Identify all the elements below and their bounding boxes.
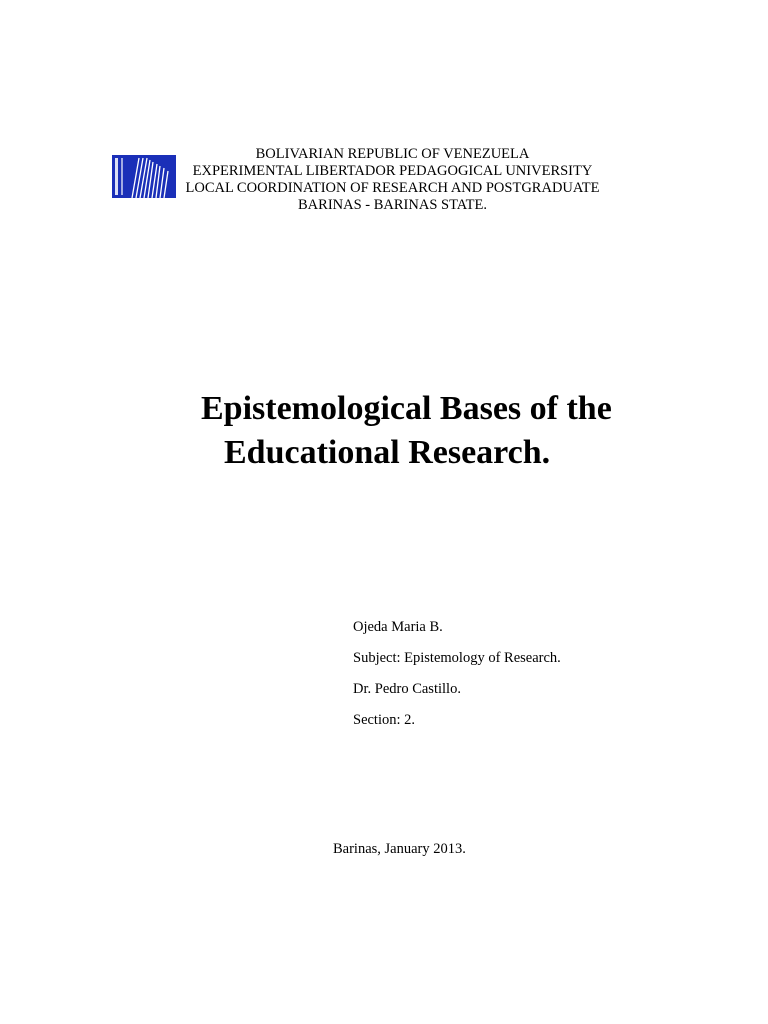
university-logo-icon (112, 155, 176, 198)
header-coordination: LOCAL COORDINATION OF RESEARCH AND POSTGRADUATE (185, 180, 600, 196)
header-university: EXPERIMENTAL LIBERTADOR PEDAGOGICAL UNIVERSITY (192, 163, 593, 179)
subject-line: Subject: Epistemology of Research. (353, 650, 561, 666)
institution-header (180, 146, 605, 214)
title-line-2: Educational Research. (224, 434, 551, 471)
document-title (180, 387, 650, 475)
place-date: Barinas, January 2013. (333, 841, 466, 857)
author-name: Ojeda Maria B. (353, 619, 443, 635)
professor-name: Dr. Pedro Castillo. (353, 681, 461, 697)
section-line: Section: 2. (353, 712, 416, 728)
author-info (353, 619, 561, 743)
header-location: BARINAS - BARINAS STATE. (298, 197, 487, 213)
title-line-1: Epistemological Bases of the (201, 390, 612, 427)
header-country: BOLIVARIAN REPUBLIC OF VENEZUELA (255, 146, 530, 162)
